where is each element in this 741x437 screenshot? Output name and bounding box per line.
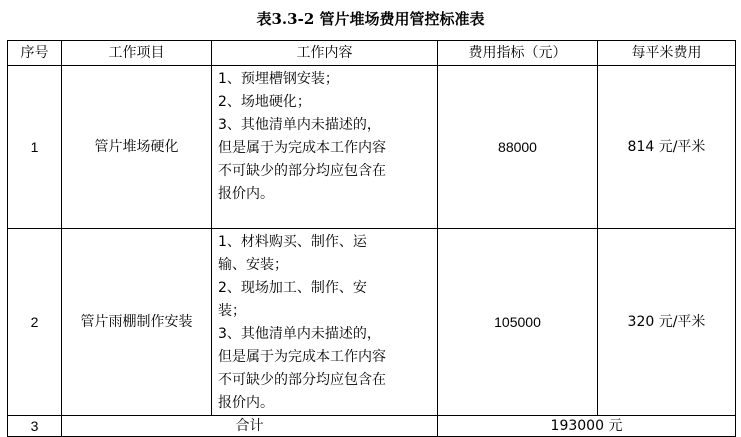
content-line: 报价内。 [218,186,274,202]
total-label: 合计 [62,416,438,437]
row-index: 2 [8,229,62,416]
content-line: 报价内。 [218,395,274,411]
content-line: 不可缺少的部分均应包含在 [218,163,386,179]
content-line: 但是属于为完成本工作内容 [218,349,386,365]
table-title: 表3.3-2 管片堆场费用管控标准表 [256,10,485,28]
header-cost: 费用指标（元） [438,41,598,66]
table-header-row [8,41,736,66]
header-item: 工作项目 [62,41,212,66]
row-index: 1 [8,66,62,229]
table-row [8,229,736,416]
content-line: 1、预埋槽钢安装； [218,71,339,87]
row-item: 管片堆场硬化 [62,66,212,229]
content-line: 输、安装； [218,257,288,273]
content-line: 1、材料购买、制作、运 [218,234,367,250]
header-content: 工作内容 [212,41,438,66]
row-cost: 88000 [438,66,598,229]
total-index: 3 [8,416,62,437]
table-total-row [8,416,736,437]
row-content [212,66,438,229]
row-per-sqm: 814 元/平米 [598,66,736,229]
total-value: 193000 元 [438,416,736,437]
content-line: 2、现场加工、制作、安 [218,280,367,296]
content-line: 装； [218,303,246,319]
content-line: 2、场地硬化； [218,94,311,110]
cost-control-table [7,40,736,437]
row-content [212,229,438,416]
header-index: 序号 [8,41,62,66]
row-cost: 105000 [438,229,598,416]
content-line: 3、其他清单内未描述的， [218,117,381,133]
header-per-sqm: 每平米费用 [598,41,736,66]
table-row [8,66,736,229]
row-per-sqm: 320 元/平米 [598,229,736,416]
content-line: 不可缺少的部分均应包含在 [218,372,386,388]
content-line: 但是属于为完成本工作内容 [218,140,386,156]
content-line: 3、其他清单内未描述的， [218,326,381,342]
row-item [62,229,212,416]
row-item-text: 管片雨棚制作安装 [80,313,193,330]
